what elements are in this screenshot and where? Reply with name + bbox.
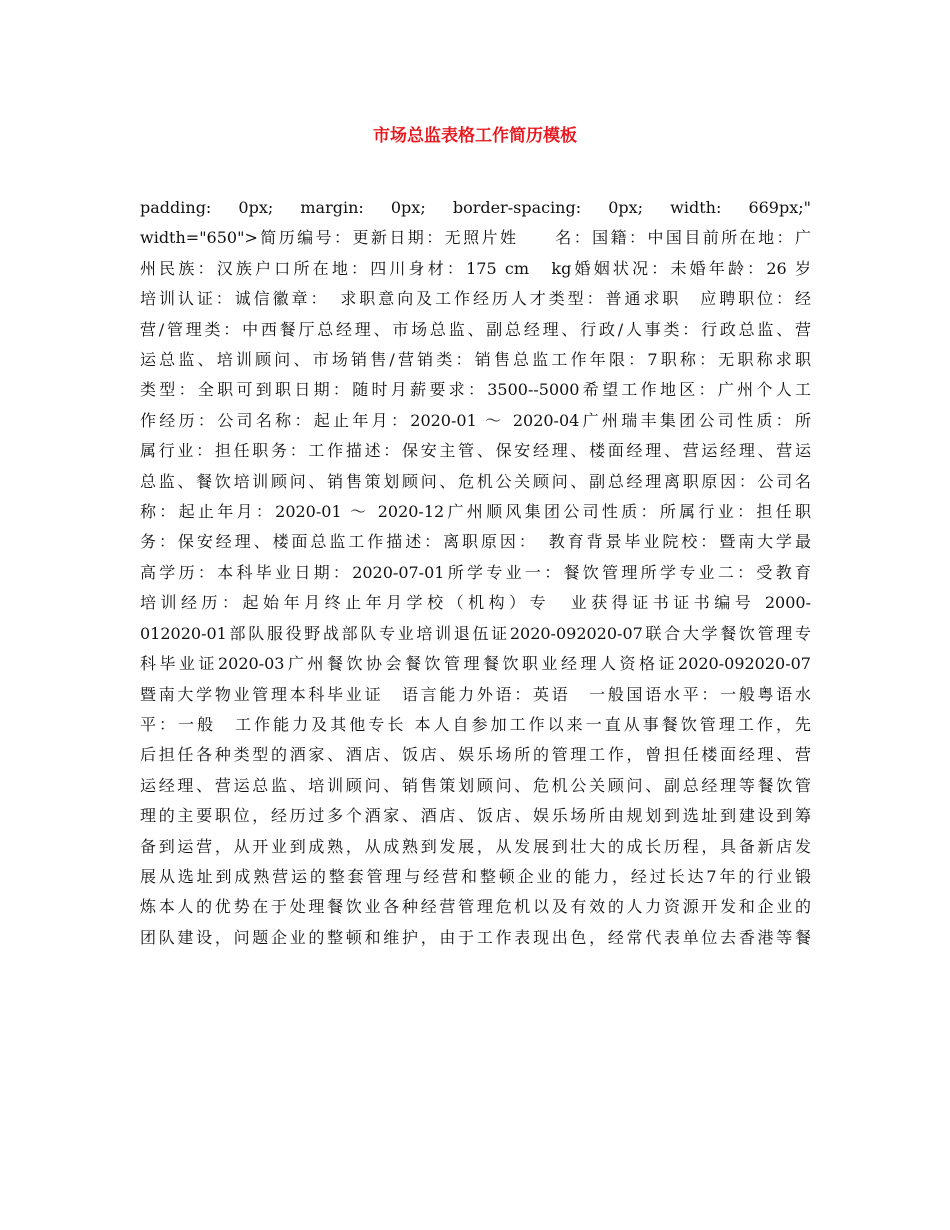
body-line: 州民族：汉族户口所在地：四川身材：175 cm kg婚姻状况：未婚年龄：26 岁 <box>140 258 811 278</box>
document-body <box>140 193 811 953</box>
body-line: 高学历：本科毕业日期：2020-07-01所学专业一：餐饮管理所学专业二：受教育 <box>140 562 811 582</box>
body-line: 后担任各种类型的酒家、酒店、饭店、娱乐场所的管理工作，曾担任楼面经理、营 <box>140 745 811 765</box>
body-line: 备到运营，从开业到成熟，从成熟到发展，从发展到壮大的成长历程，具备新店发 <box>140 836 811 856</box>
body-line: 暨南大学物业管理本科毕业证 语言能力外语：英语 一般国语水平：一般粤语水 <box>140 684 811 704</box>
body-line: 务：保安经理、楼面总监工作描述：离职原因： 教育背景毕业院校：暨南大学最 <box>140 532 811 552</box>
body-line: 属行业：担任职务：工作描述：保安主管、保安经理、楼面经理、营运经理、营运 <box>140 441 811 461</box>
body-line: 营/管理类：中西餐厅总经理、市场总监、副总经理、行政/人事类：行政总监、营 <box>140 319 811 339</box>
body-line: 培训经历：起始年月终止年月学校（机构）专 业获得证书证书编号 2000- <box>140 593 811 613</box>
body-line: 类型：全职可到职日期：随时月薪要求：3500--5000希望工作地区：广州个人工 <box>140 380 811 400</box>
body-line: 总监、餐饮培训顾问、销售策划顾问、危机公关顾问、副总经理离职原因：公司名 <box>140 471 811 491</box>
body-line: 平：一般 工作能力及其他专长 本人自参加工作以来一直从事餐饮管理工作，先 <box>140 714 811 734</box>
body-line: padding: 0px; margin: 0px; border-spacing: 0px; width: 669px;" <box>140 198 811 217</box>
body-line: 培训认证：诚信徽章： 求职意向及工作经历人才类型：普通求职 应聘职位：经 <box>140 289 811 309</box>
body-line: 运经理、营运总监、培训顾问、销售策划顾问、危机公关顾问、副总经理等餐饮管 <box>140 775 811 795</box>
body-line: 展从选址到成熟营运的整套管理与经营和整顿企业的能力，经过长达7年的行业锻 <box>140 866 811 886</box>
body-line: 团队建设，问题企业的整顿和维护，由于工作表现出色，经常代表单位去香港等餐 <box>140 927 811 947</box>
body-line: 运总监、培训顾问、市场销售/营销类：销售总监工作年限：7职称：无职称求职 <box>140 350 811 370</box>
document-title: 市场总监表格工作简历模板 <box>373 126 577 146</box>
body-line: 科毕业证2020-03广州餐饮协会餐饮管理餐饮职业经理人资格证2020-092020-07 <box>140 654 811 674</box>
body-line: 炼本人的优势在于处理餐饮业各种经营管理危机以及有效的人力资源开发和企业的 <box>140 897 811 917</box>
body-line: 称：起止年月：2020-01 ～ 2020-12广州顺风集团公司性质：所属行业：担任职 <box>140 502 811 522</box>
body-line: 理的主要职位，经历过多个酒家、酒店、饭店、娱乐场所由规划到选址到建设到筹 <box>140 806 811 826</box>
body-line: width="650">简历编号：更新日期：无照片姓 名：国籍：中国目前所在地：广 <box>140 228 811 248</box>
body-line: 作经历：公司名称：起止年月：2020-01 ～ 2020-04广州瑞丰集团公司性质：所 <box>140 410 811 430</box>
body-line: 012020-01部队服役野战部队专业培训退伍证2020-092020-07联合大学餐饮管理专 <box>140 623 811 643</box>
